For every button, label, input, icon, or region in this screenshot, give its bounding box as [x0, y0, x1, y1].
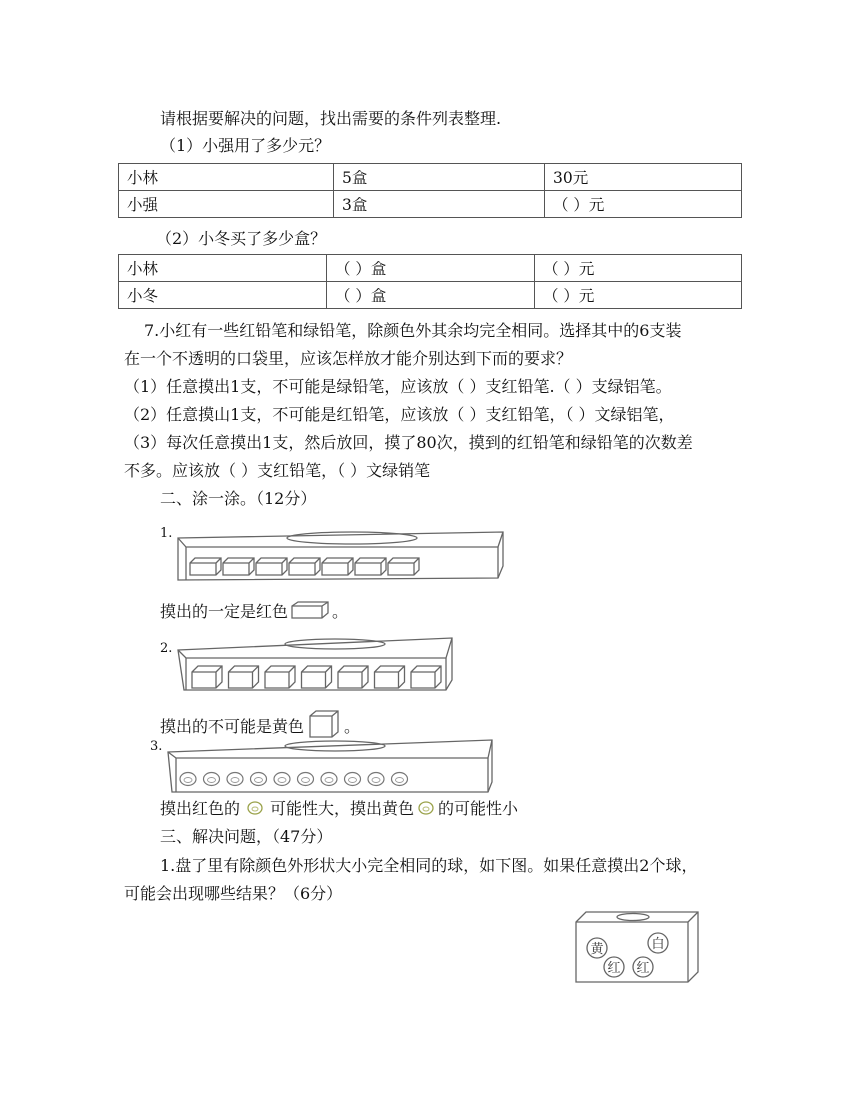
table-cell: 小林	[119, 164, 334, 191]
problem-7-sub-3b: 不多。应该放（ ）支红铅笔，（ ）文绿销笔	[124, 461, 431, 480]
ball-label: 红	[607, 961, 621, 976]
ball-label: 黄	[590, 942, 604, 957]
figure-2-number: 2.	[160, 641, 173, 656]
table-cell: （ ）元	[535, 255, 742, 282]
figure-1-caption-b: 。	[332, 602, 349, 621]
table-cell: 小强	[119, 191, 334, 218]
ball-label: 红	[636, 961, 650, 976]
question-2-title: （2）小冬买了多少盒？	[156, 229, 327, 248]
figure-2-caption-a: 摸出的不可能是黄色	[160, 717, 305, 736]
question-1-title: （1）小强用了多少元？	[160, 136, 331, 155]
table-cell: 小冬	[119, 282, 327, 309]
section-3-heading: 三、解决问题，（47分）	[160, 827, 333, 846]
problem-7-line-1: 7.小红有一些红铅笔和绿铅笔，除颜色外其余均完全相同。选择其中的6支装	[144, 321, 682, 340]
table-cell: 3盒	[334, 191, 545, 218]
table-cell: 30元	[545, 164, 742, 191]
table-cell: （ ）盒	[327, 255, 535, 282]
section-2-heading: 二、涂一涂。（12分）	[160, 489, 317, 508]
figure-3-number: 3.	[150, 739, 163, 754]
figure-1-number: 1.	[160, 526, 173, 541]
table-cell: 5盒	[334, 164, 545, 191]
ball-label: 白	[651, 937, 665, 952]
problem-7-sub-1: （1）任意摸出1支，不可能是绿铅笔，应该放（ ）支红铅笔.（ ）支绿铝笔。	[124, 377, 672, 396]
table-cell: （ ）元	[545, 191, 742, 218]
problem-7-sub-2: （2）任意摸山1支，不可能是红铅笔，应该放（ ）支红铅笔，（ ）文绿铝笔，	[124, 405, 675, 424]
figure-2-caption-b: 。	[344, 717, 361, 736]
problem-1-line-2: 可能会出现哪些结果？（6分）	[124, 884, 343, 903]
problem-1-line-1: 1.盘了里有除颜色外形状大小完全相同的球，如下图。如果任意摸出2个球，	[160, 856, 698, 875]
table-cell: （ ）盒	[327, 282, 535, 309]
figure-3-caption-a: 摸出红色的	[160, 799, 241, 818]
problem-7-sub-3a: （3）每次任意摸出1支，然后放回，摸了80次，摸到的红铅笔和绿铅笔的次数差	[124, 433, 693, 452]
figure-1-caption-a: 摸出的一定是红色	[160, 602, 289, 621]
intro-text: 请根据要解决的问题，找出需要的条件列表整理.	[160, 109, 502, 128]
figure-3-caption-b: 可能性大，摸出黄色	[270, 799, 415, 818]
table-cell: 小林	[119, 255, 327, 282]
table-cell: （ ）元	[535, 282, 742, 309]
figure-3-caption-c: 的可能性小	[438, 799, 519, 818]
problem-7-line-2: 在一个不透明的口袋里，应该怎样放才能介别达到下而的要求？	[124, 349, 573, 368]
